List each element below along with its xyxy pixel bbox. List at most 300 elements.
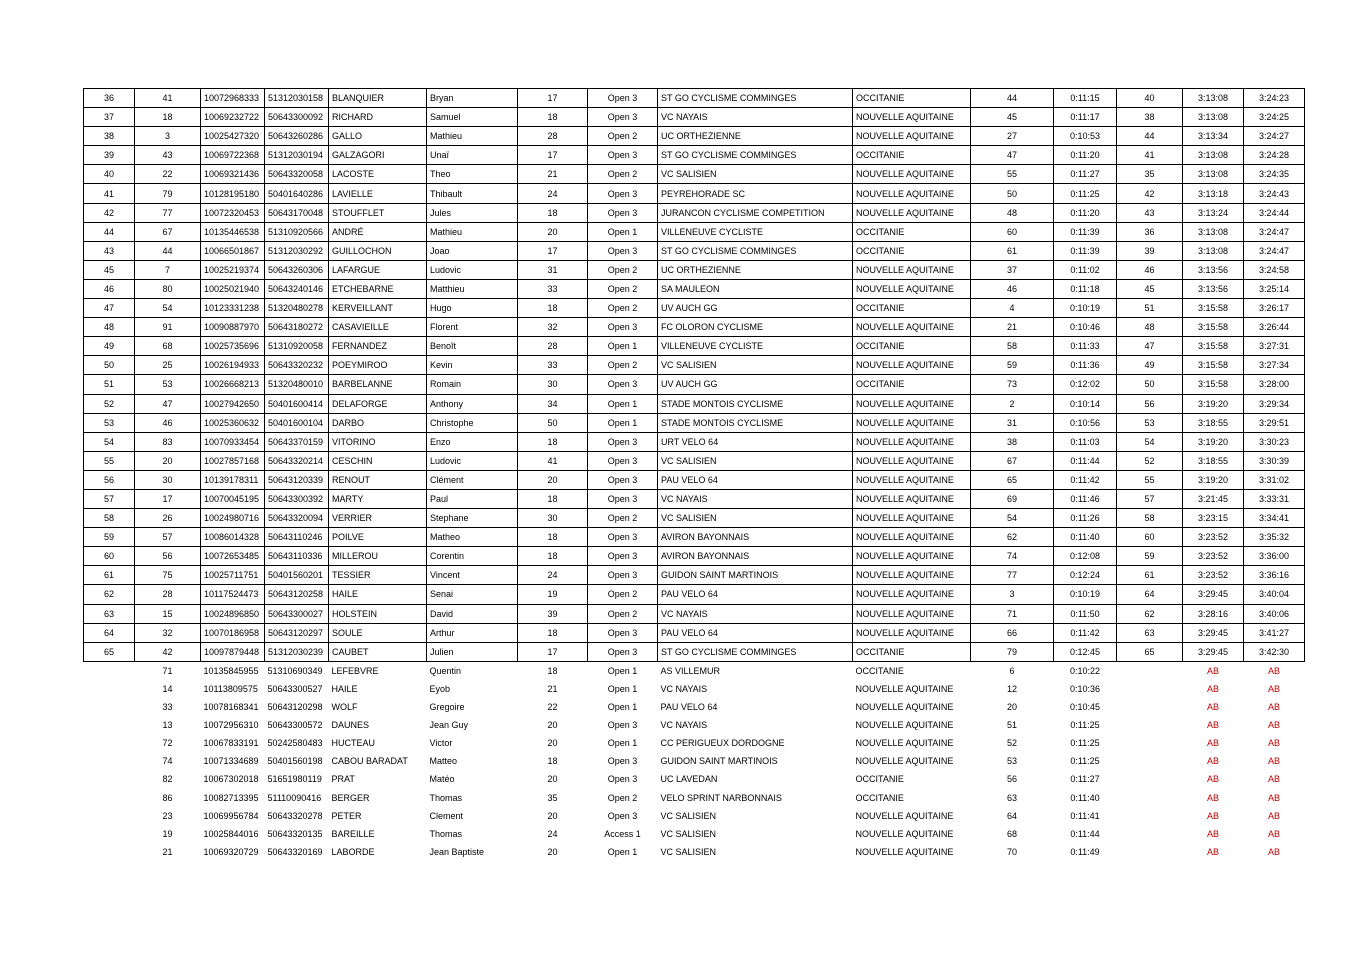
cell-rank: 46 <box>84 279 135 298</box>
cell-age: 21 <box>518 165 588 184</box>
cell-prologue-rank: 79 <box>971 642 1054 661</box>
cell-prologue-rank: 66 <box>971 623 1054 642</box>
cell-category: Open 3 <box>588 528 658 547</box>
cell-rank: 44 <box>84 222 135 241</box>
cell-uci-id: 50643110336 <box>265 547 329 566</box>
cell-prologue-rank: 77 <box>971 566 1054 585</box>
cell-stage-time: 3:29:45 <box>1183 585 1244 604</box>
cell-stage-rank: 44 <box>1117 127 1183 146</box>
table-row <box>84 413 1305 432</box>
cell-total-time: 3:40:06 <box>1244 604 1305 623</box>
cell-total-time: 3:29:34 <box>1244 394 1305 413</box>
cell-rank: 45 <box>84 260 135 279</box>
cell-uci-id: 50643320278 <box>267 810 323 821</box>
cell-stage-rank <box>1117 734 1183 752</box>
cell-total-time: 3:27:31 <box>1244 337 1305 356</box>
cell-stage-rank: 40 <box>1117 89 1183 108</box>
cell-stage-time: AB <box>1206 665 1219 676</box>
cell-uci-id: 51320480010 <box>265 375 329 394</box>
cell-age: 18 <box>518 432 588 451</box>
cell-licence: 10027857168 <box>201 451 265 470</box>
table-row <box>84 184 1305 203</box>
cell-stage-rank <box>1117 843 1183 861</box>
cell-last-name: BARBELANNE <box>329 375 427 394</box>
cell-age: 28 <box>518 127 588 146</box>
cell-stage-time: AB <box>1206 810 1219 821</box>
cell-club: VC NAYAIS <box>658 489 853 508</box>
cell-rank: 56 <box>84 470 135 489</box>
cell-region: NOUVELLE AQUITAINE <box>855 828 954 839</box>
cell-category: Open 2 <box>588 299 658 318</box>
cell-prologue-time: 0:11:39 <box>1054 222 1117 241</box>
cell-age: 20 <box>547 774 558 785</box>
cell-age: 18 <box>518 528 588 547</box>
cell-club: VC SALISIEN <box>658 451 853 470</box>
cell-age: 30 <box>518 509 588 528</box>
cell-uci-id: 50643120298 <box>267 702 323 713</box>
cell-category: Open 3 <box>588 432 658 451</box>
cell-stage-rank: 59 <box>1117 547 1183 566</box>
cell-uci-id: 50643300392 <box>265 489 329 508</box>
cell-prologue-rank: 38 <box>971 432 1054 451</box>
cell-rank: 59 <box>84 528 135 547</box>
cell-last-name: BLANQUIER <box>329 89 427 108</box>
cell-category: Open 3 <box>588 89 658 108</box>
cell-total-time: AB <box>1267 846 1280 857</box>
cell-bib: 75 <box>135 566 201 585</box>
cell-bib: 32 <box>135 623 201 642</box>
cell-prologue-time: 0:11:26 <box>1054 509 1117 528</box>
cell-prologue-rank: 20 <box>1006 702 1017 713</box>
cell-region: NOUVELLE AQUITAINE <box>853 127 971 146</box>
cell-prologue-rank: 52 <box>1006 738 1017 749</box>
cell-total-time: 3:24:27 <box>1244 127 1305 146</box>
cell-bib: 19 <box>162 828 173 839</box>
cell-licence: 10024896850 <box>201 604 265 623</box>
cell-category: Open 3 <box>607 774 638 785</box>
cell-total-time: AB <box>1267 702 1280 713</box>
cell-age: 17 <box>518 241 588 260</box>
cell-category: Open 1 <box>607 665 638 676</box>
table-row <box>84 661 1305 680</box>
cell-licence: 10025427320 <box>201 127 265 146</box>
cell-age: 17 <box>518 642 588 661</box>
table-row <box>84 241 1305 260</box>
cell-bib: 41 <box>135 89 201 108</box>
cell-total-time: 3:24:35 <box>1244 165 1305 184</box>
cell-rank: 41 <box>84 184 135 203</box>
table-row <box>84 394 1305 413</box>
cell-club: PEYREHORADE SC <box>658 184 853 203</box>
cell-region: OCCITANIE <box>855 792 904 803</box>
cell-first-name: Ludovic <box>427 451 518 470</box>
cell-region: OCCITANIE <box>853 89 971 108</box>
cell-prologue-rank: 67 <box>971 451 1054 470</box>
cell-region: NOUVELLE AQUITAINE <box>855 756 954 767</box>
cell-first-name: Joao <box>427 241 518 260</box>
cell-age: 24 <box>518 566 588 585</box>
cell-region: NOUVELLE AQUITAINE <box>853 585 971 604</box>
cell-category: Open 3 <box>588 184 658 203</box>
cell-stage-rank: 60 <box>1117 528 1183 547</box>
cell-prologue-rank: 70 <box>1006 846 1017 857</box>
cell-region: NOUVELLE AQUITAINE <box>853 566 971 585</box>
cell-licence: 10067833191 <box>203 738 259 749</box>
cell-uci-id: 50643120297 <box>265 623 329 642</box>
table-row <box>84 489 1305 508</box>
cell-rank: 48 <box>84 318 135 337</box>
cell-stage-time: 3:15:58 <box>1183 318 1244 337</box>
cell-licence: 10135845955 <box>203 665 259 676</box>
cell-licence: 10070045195 <box>201 489 265 508</box>
cell-stage-rank: 64 <box>1117 585 1183 604</box>
cell-prologue-rank: 4 <box>971 299 1054 318</box>
cell-age: 19 <box>518 585 588 604</box>
cell-total-time: 3:24:23 <box>1244 89 1305 108</box>
cell-category: Open 1 <box>607 702 638 713</box>
cell-first-name: Kevin <box>427 356 518 375</box>
cell-stage-time: 3:21:45 <box>1183 489 1244 508</box>
cell-region: OCCITANIE <box>853 222 971 241</box>
cell-category: Open 2 <box>588 356 658 375</box>
cell-total-time: 3:30:23 <box>1244 432 1305 451</box>
cell-region: NOUVELLE AQUITAINE <box>853 470 971 489</box>
cell-first-name: Anthony <box>427 394 518 413</box>
cell-region: NOUVELLE AQUITAINE <box>853 108 971 127</box>
cell-total-time: 3:36:00 <box>1244 547 1305 566</box>
cell-prologue-time: 0:10:53 <box>1054 127 1117 146</box>
cell-age: 21 <box>547 683 558 694</box>
cell-stage-time: 3:19:20 <box>1183 432 1244 451</box>
cell-uci-id: 50643320214 <box>265 451 329 470</box>
cell-licence: 10069232722 <box>201 108 265 127</box>
cell-uci-id: 50643180272 <box>265 318 329 337</box>
cell-last-name: LACOSTE <box>329 165 427 184</box>
cell-licence: 10090887970 <box>201 318 265 337</box>
cell-uci-id: 50643120258 <box>265 585 329 604</box>
cell-last-name: GALZAGORI <box>329 146 427 165</box>
cell-last-name: CABOU BARADAT <box>331 756 408 767</box>
cell-first-name: Jean Baptiste <box>429 846 485 857</box>
cell-stage-time: 3:15:58 <box>1183 337 1244 356</box>
cell-age: 20 <box>547 720 558 731</box>
cell-prologue-time: 0:10:56 <box>1054 413 1117 432</box>
cell-rank: 50 <box>84 356 135 375</box>
cell-stage-time: 3:13:18 <box>1183 184 1244 203</box>
cell-region: NOUVELLE AQUITAINE <box>853 203 971 222</box>
cell-prologue-time: 0:11:25 <box>1054 184 1117 203</box>
cell-bib: 30 <box>135 470 201 489</box>
cell-stage-rank: 65 <box>1117 642 1183 661</box>
cell-rank: 38 <box>84 127 135 146</box>
cell-first-name: Samuel <box>427 108 518 127</box>
cell-age: 33 <box>518 279 588 298</box>
cell-age: 17 <box>518 146 588 165</box>
cell-licence: 10128195180 <box>201 184 265 203</box>
cell-club: VC SALISIEN <box>660 810 717 821</box>
cell-uci-id: 50401600104 <box>265 413 329 432</box>
results-table <box>83 88 1305 861</box>
cell-first-name: Thibault <box>427 184 518 203</box>
table-row <box>84 146 1305 165</box>
cell-last-name: HAILE <box>331 683 358 694</box>
cell-total-time: 3:24:58 <box>1244 260 1305 279</box>
table-row <box>84 752 1305 770</box>
cell-prologue-time: 0:11:40 <box>1070 792 1100 803</box>
cell-first-name: Unaï <box>427 146 518 165</box>
cell-stage-rank: 61 <box>1117 566 1183 585</box>
cell-first-name: Eyob <box>429 683 451 694</box>
cell-uci-id: 51110090416 <box>267 792 322 803</box>
cell-uci-id: 50643260286 <box>265 127 329 146</box>
cell-total-time: 3:24:47 <box>1244 241 1305 260</box>
cell-bib: 28 <box>135 585 201 604</box>
table-row <box>84 108 1305 127</box>
cell-category: Open 1 <box>607 738 638 749</box>
cell-prologue-time: 0:11:44 <box>1054 451 1117 470</box>
cell-bib: 33 <box>162 702 173 713</box>
cell-category: Open 3 <box>588 375 658 394</box>
cell-prologue-time: 0:12:02 <box>1054 375 1117 394</box>
table-row <box>84 203 1305 222</box>
cell-club: UC ORTHEZIENNE <box>658 260 853 279</box>
cell-prologue-time: 0:10:46 <box>1054 318 1117 337</box>
cell-region: OCCITANIE <box>855 665 904 676</box>
cell-prologue-time: 0:10:14 <box>1054 394 1117 413</box>
cell-bib: 44 <box>135 241 201 260</box>
cell-licence: 10135446538 <box>201 222 265 241</box>
cell-region: NOUVELLE AQUITAINE <box>853 394 971 413</box>
cell-stage-rank: 51 <box>1117 299 1183 318</box>
cell-last-name: POEYMIROO <box>329 356 427 375</box>
cell-prologue-rank: 53 <box>1006 756 1017 767</box>
cell-stage-time: AB <box>1206 720 1219 731</box>
cell-stage-time: 3:13:08 <box>1183 146 1244 165</box>
cell-age: 18 <box>547 665 558 676</box>
cell-last-name: TESSIER <box>329 566 427 585</box>
cell-category: Open 3 <box>588 489 658 508</box>
cell-first-name: David <box>427 604 518 623</box>
cell-uci-id: 50643300572 <box>267 720 323 731</box>
cell-age: 18 <box>547 756 558 767</box>
cell-club: GUIDON SAINT MARTINOIS <box>660 756 778 767</box>
table-row <box>84 807 1305 825</box>
cell-licence: 10072968333 <box>201 89 265 108</box>
cell-category: Open 3 <box>588 451 658 470</box>
cell-region: OCCITANIE <box>853 337 971 356</box>
cell-club: AS VILLEMUR <box>660 665 721 676</box>
cell-rank: 62 <box>84 585 135 604</box>
cell-club: VC SALISIEN <box>660 828 717 839</box>
cell-uci-id: 50401600414 <box>265 394 329 413</box>
cell-category: Open 3 <box>588 642 658 661</box>
cell-region: NOUVELLE AQUITAINE <box>855 846 954 857</box>
cell-stage-time: 3:13:56 <box>1183 279 1244 298</box>
cell-total-time: 3:24:28 <box>1244 146 1305 165</box>
cell-club: PAU VELO 64 <box>658 470 853 489</box>
cell-rank <box>84 680 135 698</box>
cell-prologue-rank: 6 <box>1009 665 1015 676</box>
cell-age: 18 <box>518 299 588 318</box>
cell-bib: 71 <box>162 665 173 676</box>
cell-age: 18 <box>518 623 588 642</box>
cell-club: PAU VELO 64 <box>658 623 853 642</box>
cell-total-time: AB <box>1267 810 1280 821</box>
cell-prologue-rank: 12 <box>1006 683 1017 694</box>
cell-rank: 55 <box>84 451 135 470</box>
cell-category: Open 1 <box>607 846 638 857</box>
cell-category: Open 1 <box>588 222 658 241</box>
cell-age: 24 <box>547 828 558 839</box>
table-row <box>84 356 1305 375</box>
cell-uci-id: 50643320232 <box>265 356 329 375</box>
table-row <box>84 222 1305 241</box>
cell-stage-time: 3:19:20 <box>1183 394 1244 413</box>
cell-region: NOUVELLE AQUITAINE <box>853 623 971 642</box>
cell-stage-time: 3:15:58 <box>1183 375 1244 394</box>
cell-rank <box>84 661 135 680</box>
cell-club: FC OLORON CYCLISME <box>658 318 853 337</box>
cell-prologue-time: 0:11:41 <box>1070 810 1100 821</box>
cell-rank: 52 <box>84 394 135 413</box>
cell-rank <box>84 770 135 788</box>
cell-stage-time: 3:23:52 <box>1183 547 1244 566</box>
cell-total-time: AB <box>1267 828 1280 839</box>
cell-first-name: Florent <box>427 318 518 337</box>
cell-first-name: Romain <box>427 375 518 394</box>
cell-first-name: Hugo <box>427 299 518 318</box>
cell-club: PAU VELO 64 <box>660 702 718 713</box>
cell-licence: 10072956310 <box>203 720 259 731</box>
cell-last-name: DARBO <box>329 413 427 432</box>
cell-category: Open 2 <box>588 165 658 184</box>
cell-age: 31 <box>518 260 588 279</box>
cell-prologue-rank: 54 <box>971 509 1054 528</box>
cell-first-name: Paul <box>427 489 518 508</box>
cell-bib: 82 <box>162 774 173 785</box>
cell-stage-time: AB <box>1206 683 1219 694</box>
cell-rank: 43 <box>84 241 135 260</box>
cell-age: 24 <box>518 184 588 203</box>
cell-uci-id: 51312030239 <box>265 642 329 661</box>
cell-licence: 10025844016 <box>203 828 259 839</box>
cell-prologue-rank: 27 <box>971 127 1054 146</box>
cell-club: UV AUCH GG <box>658 375 853 394</box>
cell-bib: 91 <box>135 318 201 337</box>
cell-bib: 14 <box>162 683 173 694</box>
cell-first-name: Christophe <box>427 413 518 432</box>
cell-stage-time: 3:13:08 <box>1183 241 1244 260</box>
cell-prologue-time: 0:11:27 <box>1070 774 1100 785</box>
cell-last-name: PETER <box>331 810 362 821</box>
cell-last-name: MILLEROU <box>329 547 427 566</box>
cell-last-name: LAVIELLE <box>329 184 427 203</box>
cell-age: 30 <box>518 375 588 394</box>
cell-rank: 58 <box>84 509 135 528</box>
cell-prologue-time: 0:10:45 <box>1069 702 1101 713</box>
cell-stage-time: 3:15:58 <box>1183 299 1244 318</box>
cell-category: Open 3 <box>607 720 638 731</box>
cell-region: NOUVELLE AQUITAINE <box>853 547 971 566</box>
cell-region: OCCITANIE <box>853 375 971 394</box>
cell-prologue-rank: 69 <box>971 489 1054 508</box>
cell-uci-id: 50643240146 <box>265 279 329 298</box>
cell-stage-rank <box>1117 807 1183 825</box>
cell-club: STADE MONTOIS CYCLISME <box>658 413 853 432</box>
cell-uci-id: 50643320169 <box>267 846 323 857</box>
cell-first-name: Matheo <box>427 528 518 547</box>
cell-stage-rank: 55 <box>1117 470 1183 489</box>
cell-region: NOUVELLE AQUITAINE <box>853 528 971 547</box>
cell-prologue-rank: 58 <box>971 337 1054 356</box>
cell-total-time: 3:24:25 <box>1244 108 1305 127</box>
cell-licence: 10026668213 <box>201 375 265 394</box>
cell-uci-id: 50401560198 <box>267 756 323 767</box>
cell-age: 20 <box>518 222 588 241</box>
table-row <box>84 432 1305 451</box>
results-body <box>84 89 1305 861</box>
cell-last-name: VERRIER <box>329 509 427 528</box>
cell-total-time: 3:31:02 <box>1244 470 1305 489</box>
table-row <box>84 698 1305 716</box>
cell-uci-id: 51310690349 <box>267 665 323 676</box>
cell-stage-rank <box>1117 716 1183 734</box>
cell-first-name: Ludovic <box>427 260 518 279</box>
cell-stage-time: 3:29:45 <box>1183 642 1244 661</box>
cell-bib: 72 <box>162 738 173 749</box>
cell-bib: 26 <box>135 509 201 528</box>
cell-total-time: 3:24:43 <box>1244 184 1305 203</box>
cell-total-time: AB <box>1267 720 1280 731</box>
cell-prologue-rank: 62 <box>971 528 1054 547</box>
cell-last-name: KERVEILLANT <box>329 299 427 318</box>
cell-club: VILLENEUVE CYCLISTE <box>658 222 853 241</box>
cell-club: AVIRON BAYONNAIS <box>658 547 853 566</box>
cell-total-time: AB <box>1267 792 1280 803</box>
cell-category: Open 3 <box>588 623 658 642</box>
cell-age: 50 <box>518 413 588 432</box>
cell-uci-id: 50643120339 <box>265 470 329 489</box>
cell-total-time: AB <box>1267 683 1280 694</box>
cell-prologue-rank: 74 <box>971 547 1054 566</box>
cell-bib: 22 <box>135 165 201 184</box>
cell-stage-rank: 35 <box>1117 165 1183 184</box>
cell-bib: 15 <box>135 604 201 623</box>
cell-stage-time: 3:13:56 <box>1183 260 1244 279</box>
cell-last-name: DELAFORGE <box>329 394 427 413</box>
cell-last-name: SOULE <box>329 623 427 642</box>
cell-prologue-time: 0:10:22 <box>1069 665 1101 676</box>
cell-last-name: HOLSTEIN <box>329 604 427 623</box>
cell-stage-rank: 58 <box>1117 509 1183 528</box>
cell-last-name: HUCTEAU <box>331 738 376 749</box>
cell-stage-rank: 47 <box>1117 337 1183 356</box>
cell-stage-rank: 46 <box>1117 260 1183 279</box>
cell-uci-id: 51312030158 <box>265 89 329 108</box>
cell-rank: 60 <box>84 547 135 566</box>
cell-stage-rank: 54 <box>1117 432 1183 451</box>
cell-stage-rank: 48 <box>1117 318 1183 337</box>
cell-last-name: LAFARGUE <box>329 260 427 279</box>
cell-stage-rank: 38 <box>1117 108 1183 127</box>
cell-stage-rank: 62 <box>1117 604 1183 623</box>
cell-licence: 10086014328 <box>201 528 265 547</box>
cell-rank: 42 <box>84 203 135 222</box>
cell-age: 20 <box>547 810 558 821</box>
cell-stage-time: 3:13:34 <box>1183 127 1244 146</box>
cell-prologue-time: 0:11:44 <box>1070 828 1100 839</box>
cell-rank: 51 <box>84 375 135 394</box>
